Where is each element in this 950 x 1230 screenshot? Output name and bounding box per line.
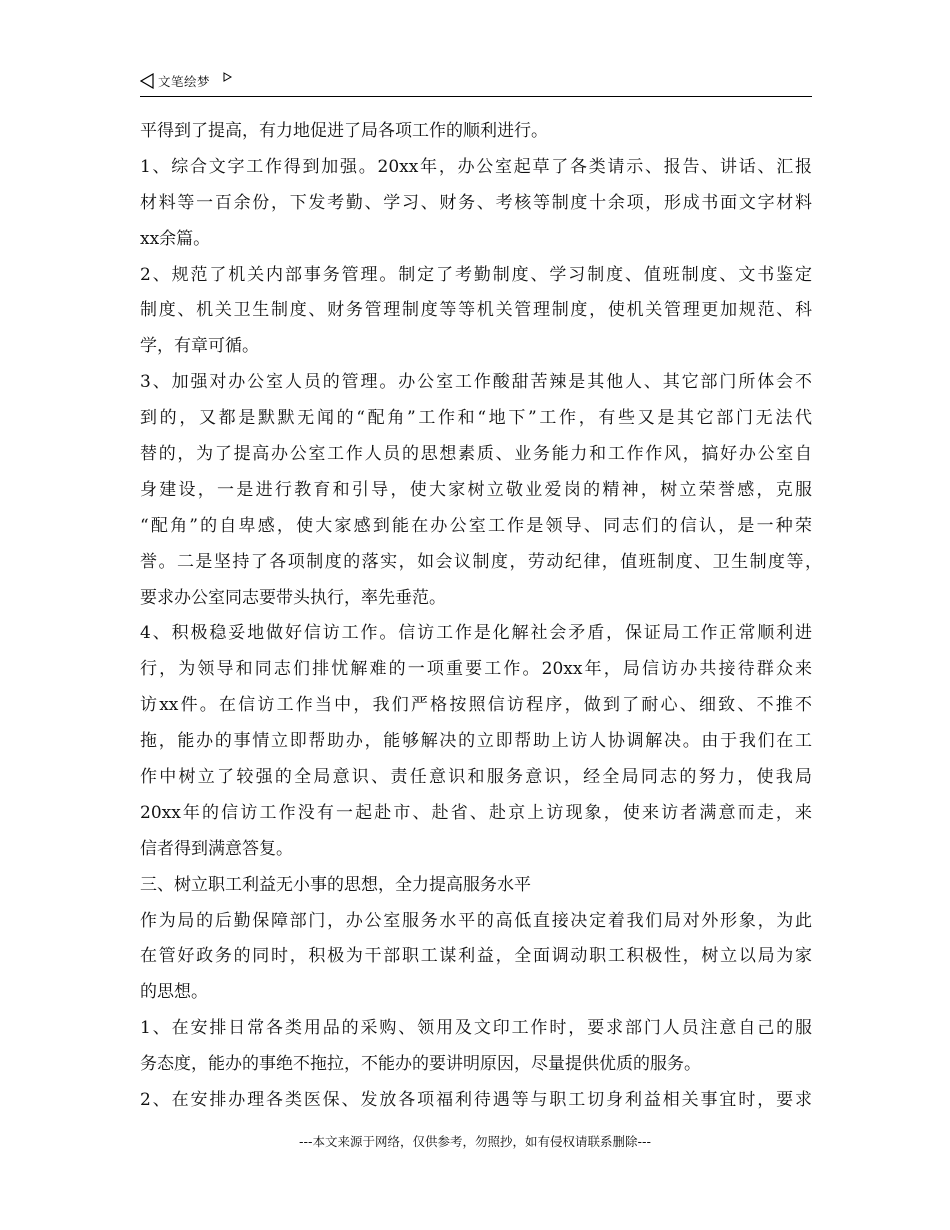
text-line: 访xx件。在信访工作当中，我们严格按照信访程序，做到了耐心、细致、不推不: [140, 695, 812, 716]
page-footer: ---本文来源于网络，仅供参考，勿照抄，如有侵权请联系删除---: [298, 1134, 652, 1149]
text-line: 制度、机关卫生制度、财务管理制度等等机关管理制度，使机关管理更加规范、科: [140, 300, 812, 321]
document-body: [140, 114, 822, 1119]
text-line: 要求办公室同志要带头执行，率先垂范。: [140, 587, 446, 608]
triangle-right-icon: [223, 72, 232, 82]
text-line: 的思想。: [140, 982, 208, 1003]
text-line: xx余篇。: [140, 228, 211, 249]
brand-label: 文笔绘梦: [158, 74, 211, 89]
text-line: 信者得到满意答复。: [140, 838, 293, 859]
text-line: 1、在安排日常各类用品的采购、领用及文印工作时，要求部门人员注意自己的服: [140, 1018, 812, 1039]
text-line: 身建设，一是进行教育和引导，使大家树立敬业爱岗的精神，树立荣誉感，克服: [140, 479, 812, 500]
text-line: 替的，为了提高办公室工作人员的思想素质、业务能力和工作作风，搞好办公室自: [140, 444, 812, 465]
text-line: 1、综合文字工作得到加强。20xx年，办公室起草了各类请示、报告、讲话、汇报: [140, 156, 812, 177]
text-line: 作为局的后勤保障部门，办公室服务水平的高低直接决定着我们局对外形象，为此: [140, 910, 812, 931]
text-line: 20xx年的信访工作没有一起赴市、赴省、赴京上访现象，使来访者满意而走，来: [140, 802, 812, 823]
text-line: 2、在安排办理各类医保、发放各项福利待遇等与职工切身利益相关事宜时，要求: [140, 1090, 812, 1111]
text-line: 2、规范了机关内部事务管理。制定了考勤制度、学习制度、值班制度、文书鉴定: [140, 264, 812, 285]
text-line: 3、加强对办公室人员的管理。办公室工作酸甜苦辣是其他人、其它部门所体会不: [140, 372, 812, 393]
text-line: 材料等一百余份，下发考勤、学习、财务、考核等制度十余项，形成书面文字材料: [140, 192, 812, 213]
text-line: 到的，又都是默默无闻的“配角”工作和“地下”工作，有些又是其它部门无法代: [140, 408, 812, 429]
text-line: 在管好政务的同时，积极为干部职工谋利益，全面调动职工积极性，树立以局为家: [140, 946, 812, 967]
text-line: 务态度，能办的事绝不拖拉，不能办的要讲明原因，尽量提供优质的服务。: [140, 1054, 701, 1075]
text-line: 行，为领导和同志们排忧解难的一项重要工作。20xx年，局信访办共接待群众来: [140, 659, 812, 680]
text-line: 拖，能办的事情立即帮助办，能够解决的立即帮助上访人协调解决。由于我们在工: [140, 731, 812, 752]
page-header: [140, 70, 812, 97]
triangle-left-icon: [140, 73, 154, 89]
text-line: 平得到了提高，有力地促进了局各项工作的顺利进行。: [140, 121, 548, 141]
section-heading: 三、树立职工利益无小事的思想，全力提高服务水平: [140, 874, 531, 895]
text-line: 4、积极稳妥地做好信访工作。信访工作是化解社会矛盾，保证局工作正常顺利进: [140, 623, 812, 644]
text-line: “配角”的自卑感，使大家感到能在办公室工作是领导、同志们的信认，是一种荣: [140, 515, 812, 536]
text-line: 誉。二是坚持了各项制度的落实，如会议制度，劳动纪律，值班制度、卫生制度等，: [140, 551, 822, 572]
text-line: 作中树立了较强的全局意识、责任意识和服务意识，经全局同志的努力，使我局: [140, 767, 812, 788]
text-line: 学，有章可循。: [140, 336, 259, 357]
